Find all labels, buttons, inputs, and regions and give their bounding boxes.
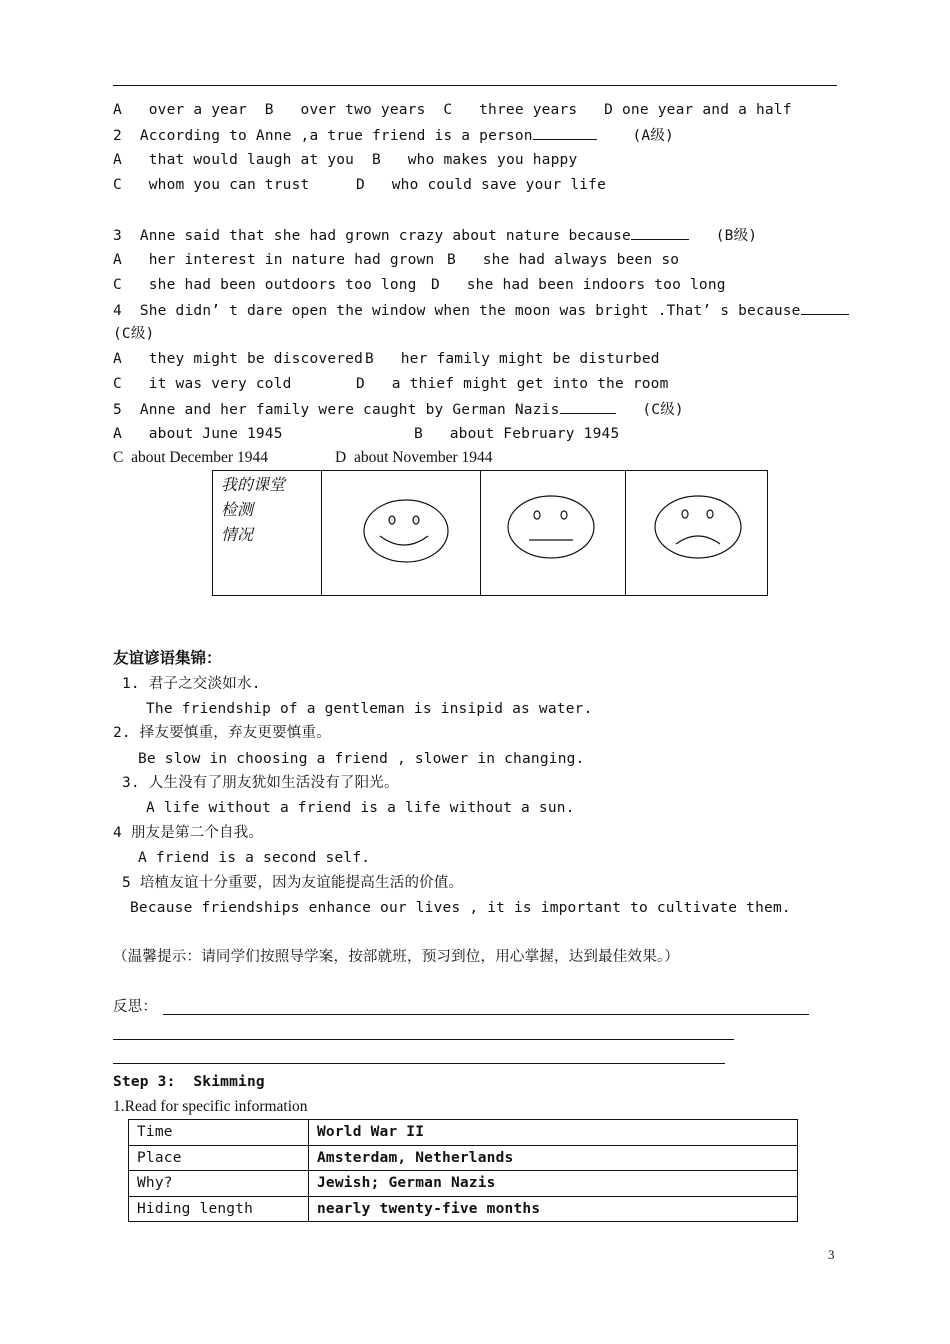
proverb-5-en: Because friendships enhance our lives , it is important to cultivate them. — [130, 900, 791, 916]
q5-option-b: B about February 1945 — [414, 426, 620, 442]
sad-face-cell[interactable] — [626, 471, 768, 596]
q2-stem: 2 According to Anne ,a true friend is a person (A级) — [113, 125, 674, 146]
q3-option-d: D she had been indoors too long — [431, 277, 726, 293]
q3-option-b: B she had always been so — [447, 252, 680, 268]
proverb-4-cn: 4 朋友是第二个自我。 — [113, 825, 264, 841]
self-check-label-3: 情况 — [221, 527, 254, 544]
answer-blank[interactable] — [801, 300, 849, 315]
step3-title: Step 3: Skimming — [113, 1074, 265, 1090]
q3-option-a: A her interest in nature had grown — [113, 252, 435, 268]
q5-stem: 5 Anne and her family were caught by German Nazis (C级) — [113, 399, 684, 420]
proverb-1-en: The friendship of a gentleman is insipid as water. — [146, 701, 593, 717]
reflection-line-2[interactable] — [113, 1039, 734, 1040]
q5-option-d: D about November 1944 — [335, 449, 493, 466]
page-number: 3 — [828, 1247, 835, 1262]
table-row — [129, 1145, 798, 1171]
self-check-label-2: 检测 — [221, 502, 254, 519]
self-check-table — [212, 470, 768, 596]
q4-stem: 4 She didn’ t dare open the window when the moon was bright .That’ s because — [113, 300, 849, 321]
step3-subtitle: 1.Read for specific information — [113, 1098, 308, 1115]
row-label: Time — [129, 1120, 309, 1146]
row-value: World War II — [309, 1120, 798, 1146]
neutral-face-cell[interactable] — [481, 471, 626, 596]
answer-blank[interactable] — [631, 225, 689, 240]
row-value: nearly twenty-five months — [309, 1196, 798, 1222]
table-row — [129, 1171, 798, 1197]
row-label: Why? — [129, 1171, 309, 1197]
self-check-label-cell — [213, 471, 322, 596]
self-check-label-1: 我的课堂 — [221, 477, 286, 494]
row-value: Jewish; German Nazis — [309, 1171, 798, 1197]
q4-option-a: A they might be discovered — [113, 351, 364, 367]
q5-option-c: C about December 1944 — [113, 449, 268, 466]
answer-blank[interactable] — [533, 125, 597, 140]
q4-option-c: C it was very cold — [113, 376, 292, 392]
reflection-line-3[interactable] — [113, 1063, 725, 1064]
proverb-3-en: A life without a friend is a life without a sun. — [146, 800, 575, 816]
top-rule — [113, 85, 837, 86]
proverb-1-cn: 1. 君子之交淡如水. — [122, 676, 261, 692]
q3-stem: 3 Anne said that she had grown crazy about nature because (B级) — [113, 225, 757, 246]
table-row — [129, 1120, 798, 1146]
proverb-3-cn: 3. 人生没有了朋友犹如生活没有了阳光。 — [122, 775, 399, 791]
q4-option-d: D a thief might get into the room — [356, 376, 669, 392]
row-value: Amsterdam, Netherlands — [309, 1145, 798, 1171]
reflection-line-1[interactable] — [163, 1014, 809, 1015]
neutral-face-icon — [507, 494, 607, 564]
q2-option-d: D who could save your life — [356, 177, 607, 193]
q2-option-a: A that would laugh at you — [113, 152, 355, 168]
answer-blank[interactable] — [560, 399, 616, 414]
proverb-5-cn: 5 培植友谊十分重要，因为友谊能提高生活的价值。 — [122, 875, 464, 891]
study-tip: （温馨提示：请同学们按照导学案，按部就班，预习到位，用心掌握，达到最佳效果。） — [113, 949, 680, 965]
table-row — [129, 1196, 798, 1222]
proverbs-title: 友谊谚语集锦： — [113, 650, 222, 667]
happy-face-cell[interactable] — [322, 471, 481, 596]
q3-option-c: C she had been outdoors too long — [113, 277, 417, 293]
proverb-4-en: A friend is a second self. — [138, 850, 371, 866]
reflection-label: 反思： — [113, 999, 158, 1015]
sad-face-icon — [652, 494, 752, 564]
q2-option-b: B who makes you happy — [372, 152, 578, 168]
q5-option-a: A about June 1945 — [113, 426, 283, 442]
row-label: Hiding length — [129, 1196, 309, 1222]
proverb-2-en: Be slow in choosing a friend , slower in changing. — [138, 751, 585, 767]
q4-level: (C级) — [113, 326, 155, 342]
q2-option-c: C whom you can trust — [113, 177, 310, 193]
row-label: Place — [129, 1145, 309, 1171]
happy-face-icon — [358, 496, 458, 566]
proverb-2-cn: 2. 择友要慎重，弃友更要慎重。 — [113, 725, 331, 741]
q4-option-b: B her family might be disturbed — [365, 351, 660, 367]
q1-options: A over a year B over two years C three years D one year and a half — [113, 102, 792, 118]
info-table — [128, 1119, 798, 1222]
